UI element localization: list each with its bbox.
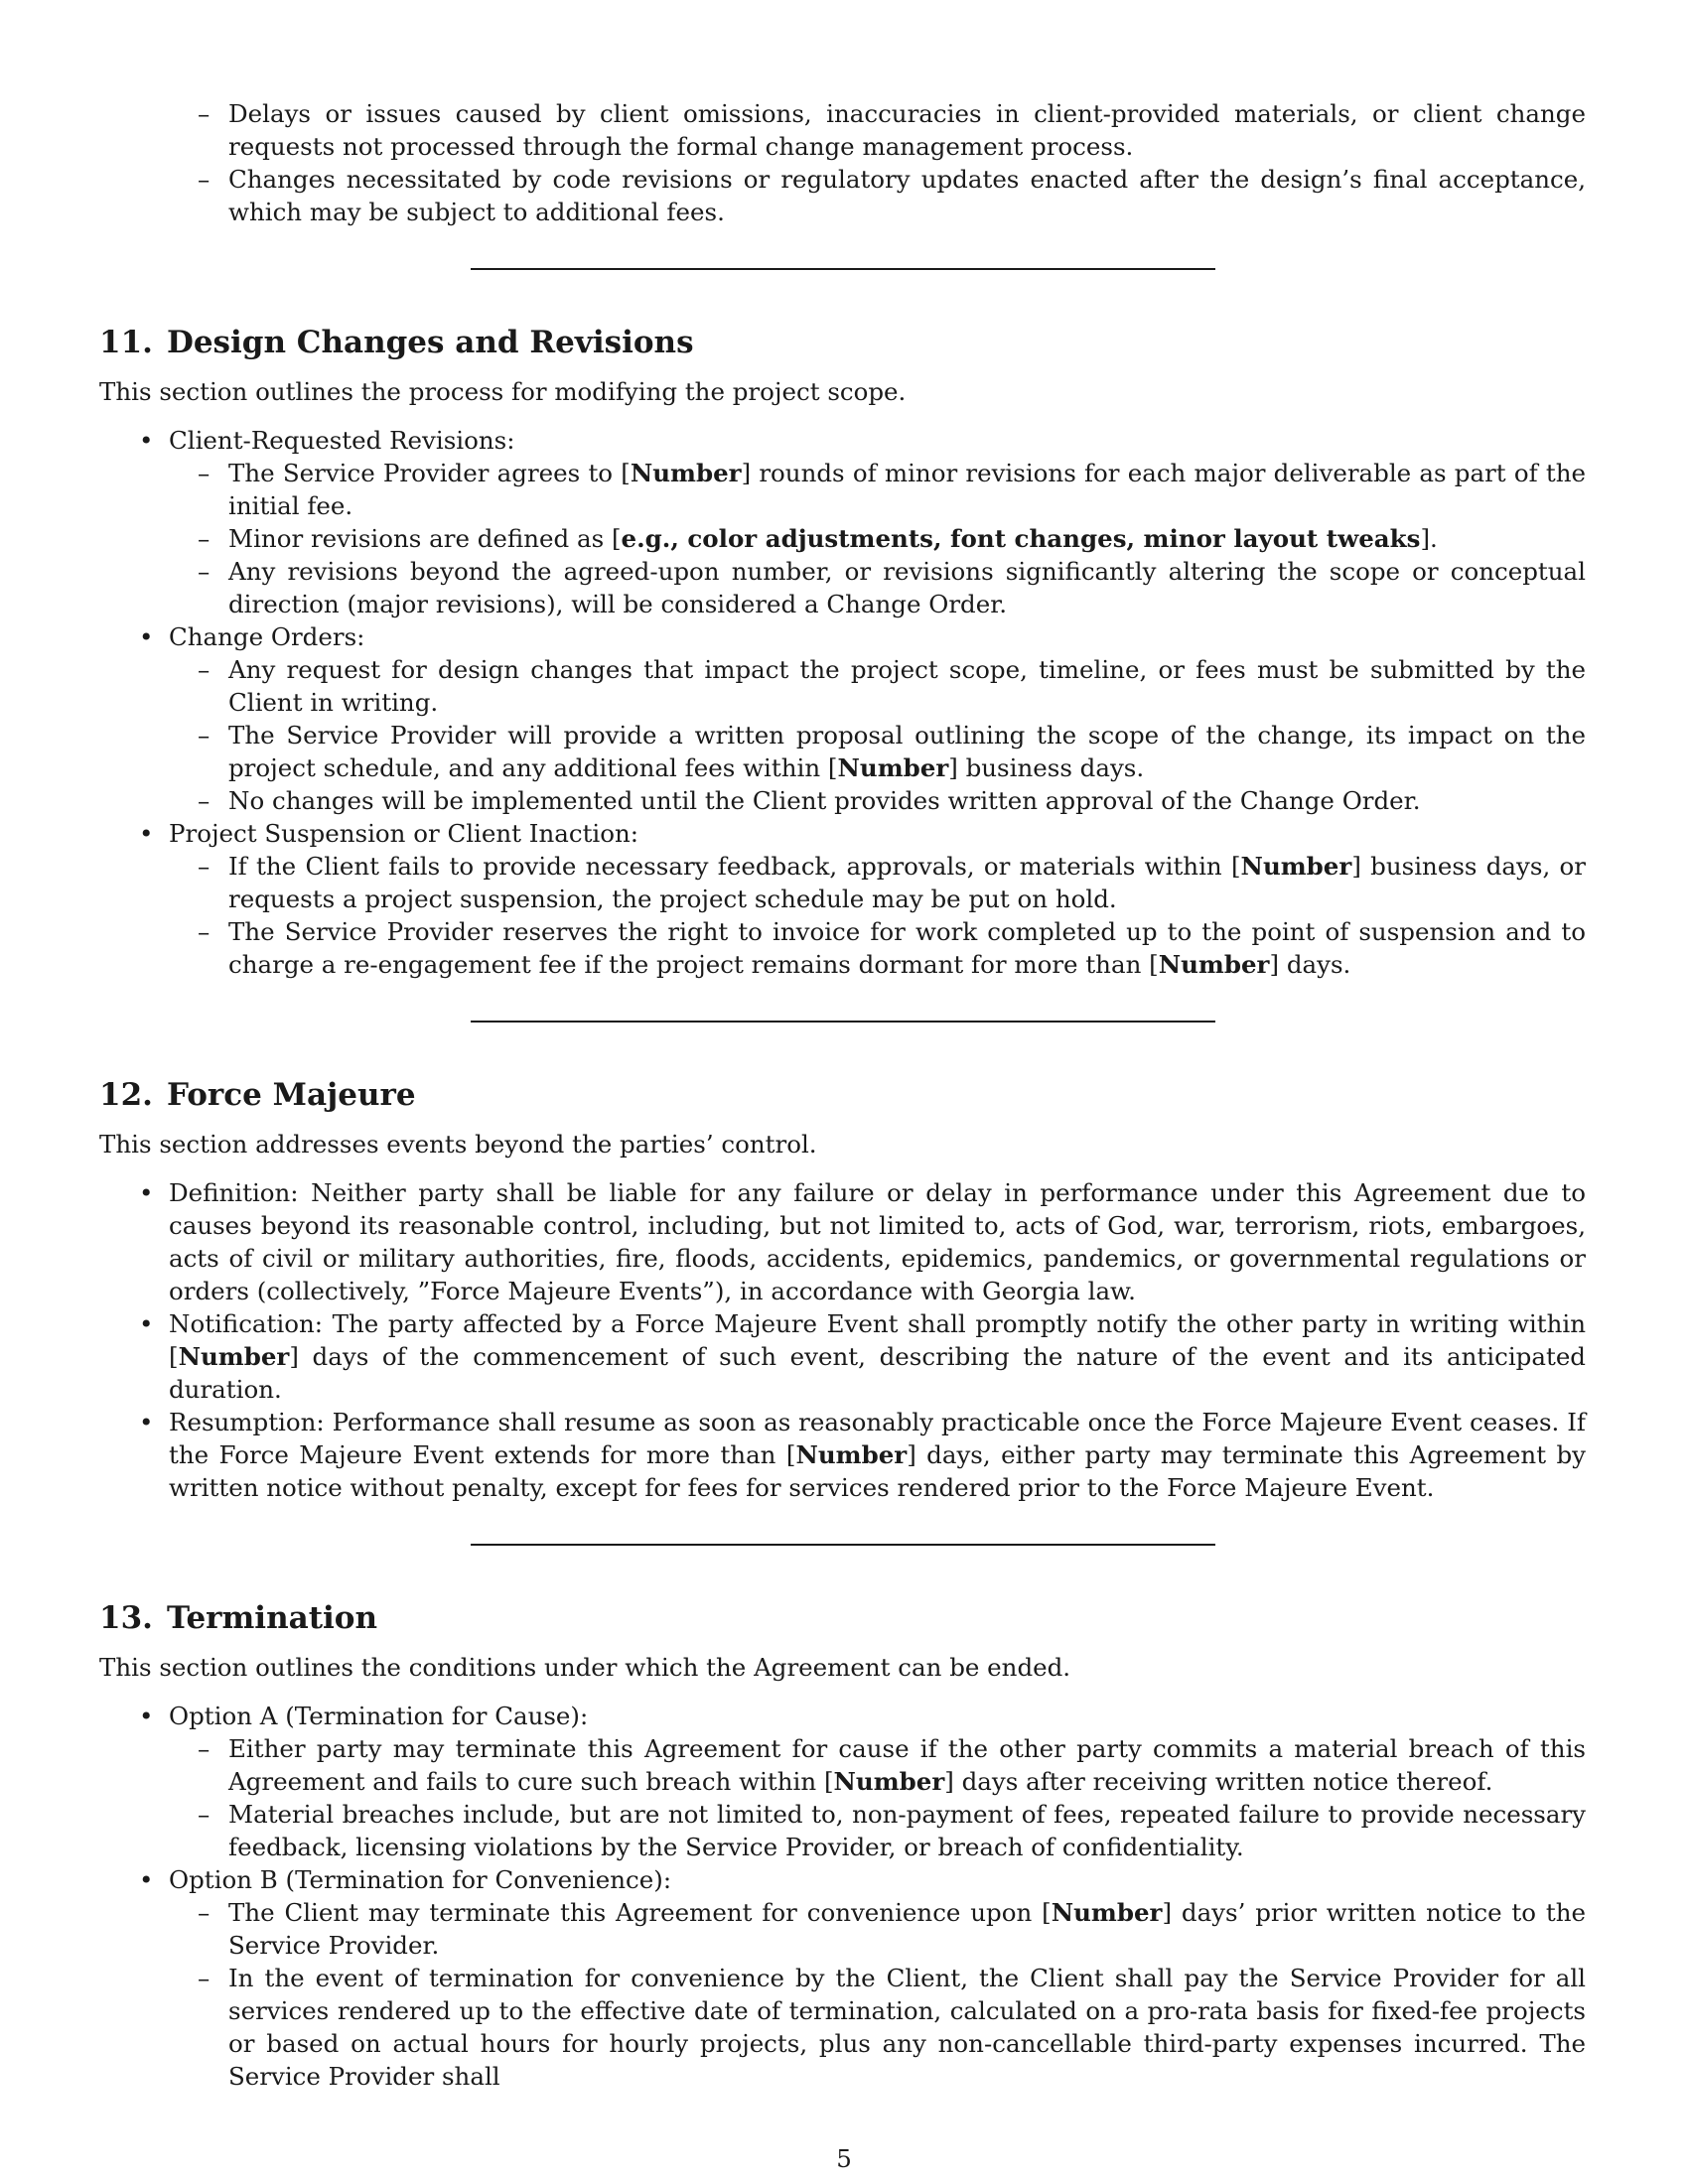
list-item: • Resumption: Performance shall resume as soon as reasonably practicable once the Force Majeure Event ceases. If the Force Majeure Event extends for more than [Number] days, either party may terminate this Agreement by written notice without penalty, except for fees for services rendered prior to the Force Majeure Event. (99, 1406, 1586, 1504)
list-item: – Changes necessitated by code revisions or regulatory updates enacted after the design’s final acceptance, which may be subject to additional fees. (169, 163, 1586, 228)
sub-list-item: – Any revisions beyond the agreed-upon number, or revisions significantly altering the scope or conceptual direction (major revisions), will be considered a Change Order. (169, 555, 1586, 620)
section-list (99, 424, 1586, 981)
section-heading-11: 11. Design Changes and Revisions (99, 325, 694, 360)
sub-list-item: – In the event of termination for convenience by the Client, the Client shall pay the Service Provider for all services rendered up to the effective date of termination, calculated on a pro-rata basis for fixed-fee projects or based on actual hours for hourly projects, plus any non-cancellable third-party expenses incurred. The Service Provider shall (169, 1962, 1586, 2093)
section-divider (471, 268, 1215, 270)
list-item: • Client-Requested Revisions: – The Service Provider agrees to [Number] rounds of minor revisions for each major deliverable as part of the initial fee. – Minor revisions are defined as [e.g., color adjustments, font changes, minor layout tweaks]. – Any revisions beyond the agreed-upon number, or revisions significantly altering the scope or conceptual direction (major revisions), will be considered a Change Order. (99, 424, 1586, 620)
sub-list-item: – Either party may terminate this Agreement for cause if the other party commits a material breach of this Agreement and fails to cure such breach within [Number] days after receiving written notice thereof. (169, 1732, 1586, 1798)
section-heading-13: 13. Termination (99, 1600, 378, 1636)
section-heading-12: 12. Force Majeure (99, 1077, 416, 1113)
sub-list-item: – Material breaches include, but are not limited to, non-payment of fees, repeated failure to provide necessary feedback, licensing violations by the Service Provider, or breach of confidentiality. (169, 1798, 1586, 1863)
list-item: • Option B (Termination for Convenience): – The Client may terminate this Agreement for convenience upon [Number] days’ prior written notice to the Service Provider. – In the event of termination for convenience by the Client, the Client shall pay the Service Provider for all services rendered up to the effective date of termination, calculated on a pro-rata basis for fixed-fee projects or based on actual hours for hourly projects, plus any non-cancellable third-party expenses incurred. The Service Provider shall (99, 1863, 1586, 2093)
section-intro: This section outlines the process for modifying the project scope. (99, 377, 907, 406)
sub-list-item: – The Service Provider reserves the right to invoice for work completed up to the point of suspension and to charge a re-engagement fee if the project remains dormant for more than [Number] days. (169, 915, 1586, 981)
list-item: • Change Orders: – Any request for design changes that impact the project scope, timeline, or fees must be submitted by the Client in writing. – The Service Provider will provide a written proposal outlining the scope of the change, its impact on the project schedule, and any additional fees within [Number] business days. – No changes will be implemented until the Client provides written approval of the Change Order. (99, 620, 1586, 817)
document-page (99, 97, 1586, 2093)
sub-list-item: – The Service Provider agrees to [Number] rounds of minor revisions for each major deliverable as part of the initial fee. (169, 457, 1586, 522)
sub-list-item: – The Service Provider will provide a written proposal outlining the scope of the change, its impact on the project schedule, and any additional fees within [Number] business days. (169, 719, 1586, 784)
list-item: • Notification: The party affected by a Force Majeure Event shall promptly notify the other party in writing within [Number] days of the commencement of such event, describing the nature of the event and its anticipated duration. (99, 1307, 1586, 1406)
sub-list-item: – Minor revisions are defined as [e.g., color adjustments, font changes, minor layout tweaks]. (169, 522, 1586, 555)
list-item: – Delays or issues caused by client omissions, inaccuracies in client-provided materials, or client change requests not processed through the formal change management process. (169, 97, 1586, 163)
sub-list-item: – No changes will be implemented until the Client provides written approval of the Change Order. (169, 784, 1586, 817)
list-item: • Project Suspension or Client Inaction: – If the Client fails to provide necessary feedback, approvals, or materials within [Number] business days, or requests a project suspension, the project schedule may be put on hold. – The Service Provider reserves the right to invoice for work completed up to the point of suspension and to charge a re-engagement fee if the project remains dormant for more than [Number] days. (99, 817, 1586, 981)
sub-list-item: – If the Client fails to provide necessary feedback, approvals, or materials within [Number] business days, or requests a project suspension, the project schedule may be put on hold. (169, 850, 1586, 915)
list-item: • Definition: Neither party shall be liable for any failure or delay in performance under this Agreement due to causes beyond its reasonable control, including, but not limited to, acts of God, war, terrorism, riots, embargoes, acts of civil or military authorities, fire, floods, accidents, epidemics, pandemics, or governmental regulations or orders (collectively, ”Force Majeure Events”), in accordance with Georgia law. (99, 1176, 1586, 1307)
section-divider (471, 1021, 1215, 1023)
section-list (99, 1700, 1586, 2093)
carryover-list (169, 97, 1586, 228)
section-divider (471, 1544, 1215, 1546)
section-list (99, 1176, 1586, 1504)
sub-list-item: – The Client may terminate this Agreement for convenience upon [Number] days’ prior written notice to the Service Provider. (169, 1896, 1586, 1962)
section-intro: This section addresses events beyond the parties’ control. (99, 1130, 817, 1159)
section-intro: This section outlines the conditions under which the Agreement can be ended. (99, 1653, 1071, 1682)
page-number: 5 (836, 2144, 852, 2173)
list-item: • Option A (Termination for Cause): – Either party may terminate this Agreement for cause if the other party commits a material breach of this Agreement and fails to cure such breach within [Number] days after receiving written notice thereof. – Material breaches include, but are not limited to, non-payment of fees, repeated failure to provide necessary feedback, licensing violations by the Service Provider, or breach of confidentiality. (99, 1700, 1586, 1863)
sub-list-item: – Any request for design changes that impact the project scope, timeline, or fees must be submitted by the Client in writing. (169, 653, 1586, 719)
